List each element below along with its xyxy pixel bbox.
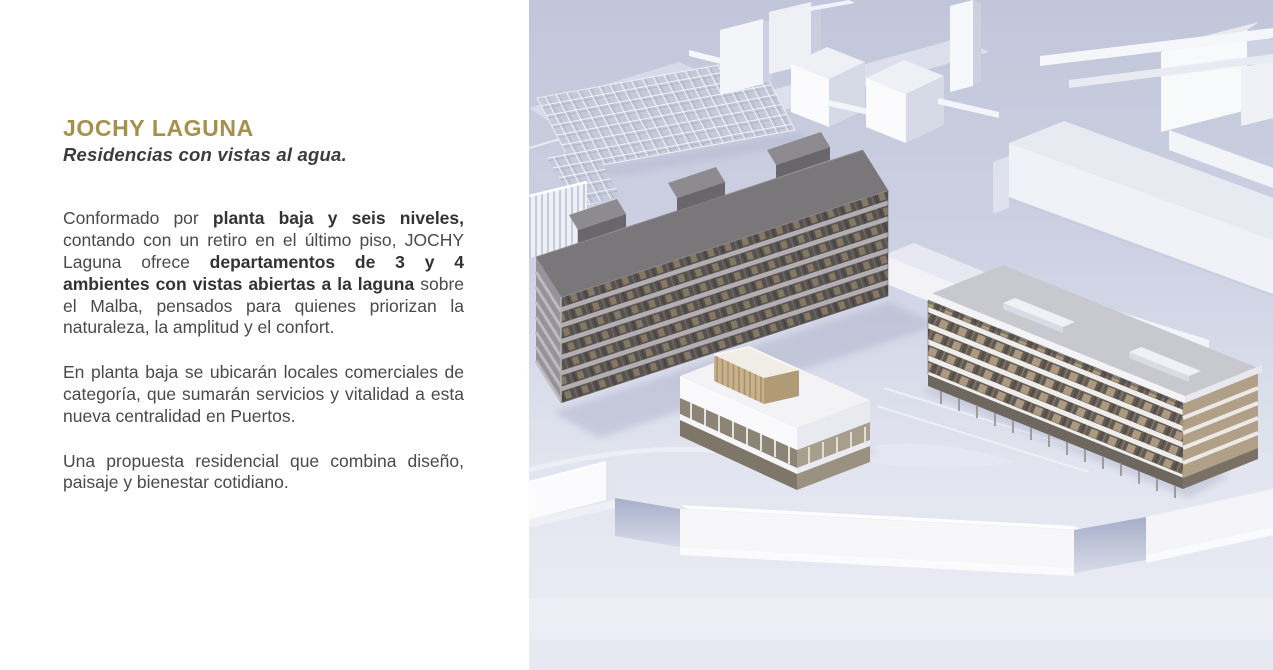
paragraph-3 [63,451,464,495]
text-column [63,116,464,517]
text-run: Conformado por [63,208,213,229]
paragraph-1 [63,208,464,339]
text-run: planta baja y seis niveles, [212,208,465,229]
text-run: departamentos de 3 y 4 ambientes con vistas abiertas a la laguna [63,252,464,294]
text-run: sobre el Malba, pensados para quienes priorizan la naturaleza, la amplitud y el confort. [63,273,465,338]
architectural-render [529,0,1273,670]
render-svg [529,0,1273,670]
text-run: contando con un retiro en el último piso, JOCHY Laguna ofrece [63,230,464,273]
text-run: Una propuesta residencial que combina diseño, paisaje y bienestar cotidiano. [63,450,464,493]
page-subtitle: Residencias con vistas al agua. [63,144,347,166]
page-title: JOCHY LAGUNA [63,115,254,141]
paragraph-2 [63,362,464,427]
text-run: En planta baja se ubicarán locales comerciales de categoría, que sumarán servicios y vitalidad a esta nueva centralidad en Puertos. [63,362,464,426]
